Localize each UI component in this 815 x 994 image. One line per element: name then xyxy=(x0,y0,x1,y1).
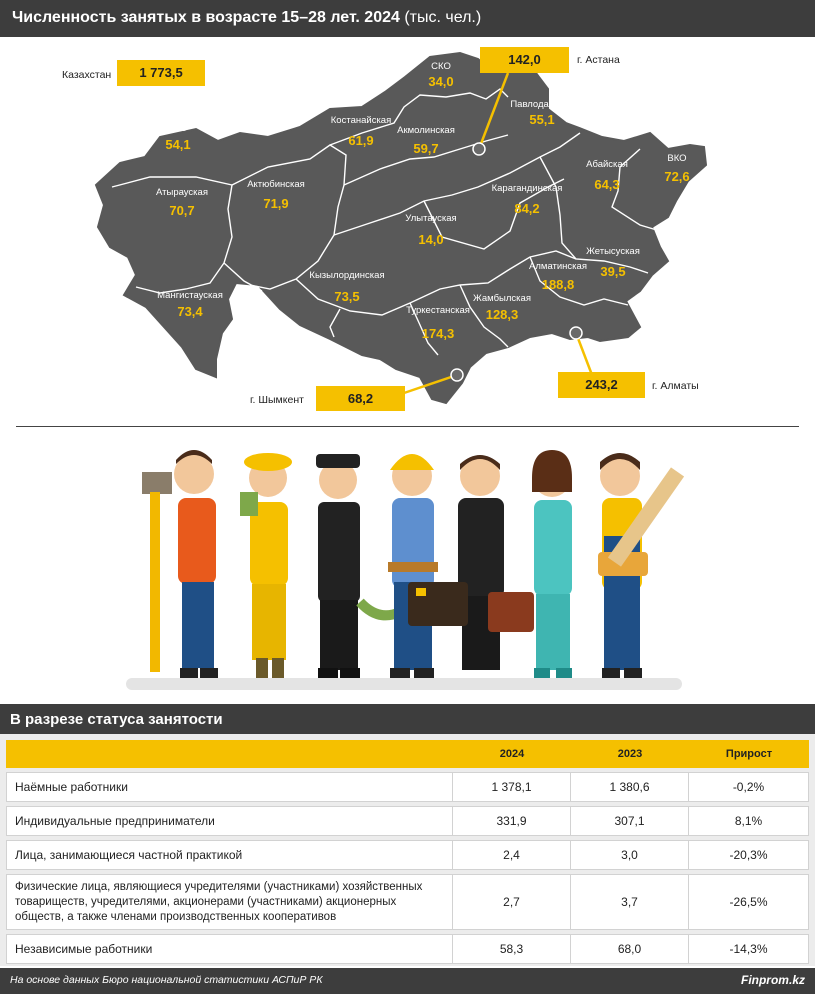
carpenter-figure xyxy=(598,453,684,678)
page-header xyxy=(0,0,815,37)
almaty-dot xyxy=(570,327,582,339)
section-title: В разрезе статуса занятости xyxy=(10,711,223,728)
row-value-2024: 2,4 xyxy=(453,840,571,870)
surveyor-figure xyxy=(142,450,218,678)
row-value-2023: 3,0 xyxy=(571,840,689,870)
almaty-label: г. Алматы xyxy=(652,380,699,392)
row-growth: -26,5% xyxy=(689,874,809,930)
col-header-growth: Прирост xyxy=(689,740,809,768)
astana-label: г. Астана xyxy=(577,54,620,66)
shymkent-value: 68,2 xyxy=(316,386,405,411)
row-value-2023: 1 380,6 xyxy=(571,772,689,802)
workers-illustration xyxy=(120,432,700,694)
region-zhetysu-name: Жетысуская xyxy=(586,246,640,257)
table-row xyxy=(6,840,809,870)
region-ulytau-name: Улытауская xyxy=(405,213,457,224)
region-zko-value: 54,1 xyxy=(165,137,191,152)
row-growth: -0,2% xyxy=(689,772,809,802)
region-vko-name: ВКО xyxy=(667,153,687,164)
col-header-name xyxy=(6,740,453,768)
row-value-2023: 68,0 xyxy=(571,934,689,964)
map-svg xyxy=(0,37,815,422)
astana-dot xyxy=(473,143,485,155)
region-sko-name: СКО xyxy=(431,61,451,72)
region-zko-name: ЗКО xyxy=(168,123,188,134)
region-zhetysu-value: 39,5 xyxy=(600,264,626,279)
row-value-2024: 331,9 xyxy=(453,806,571,836)
kazakhstan-value: 1 773,5 xyxy=(117,60,205,86)
row-name: Наёмные работники xyxy=(6,772,453,802)
region-karaganda-name: Карагандинская xyxy=(491,183,563,194)
brand-name: Finprom.kz xyxy=(740,973,805,987)
table-row xyxy=(6,874,809,930)
region-kostanay-name: Костанайская xyxy=(330,115,392,126)
floor-shadow xyxy=(126,678,682,690)
region-turkestan-value: 174,3 xyxy=(421,326,455,341)
region-aktobe-name: Актюбинская xyxy=(247,179,305,190)
table-row xyxy=(6,934,809,964)
region-zhambyl-name: Жамбылская xyxy=(473,293,531,304)
shymkent-dot xyxy=(451,369,463,381)
region-turkestan-name: Туркестанская xyxy=(406,305,470,316)
row-name: Индивидуальные предприниматели xyxy=(6,806,453,836)
row-value-2024: 1 378,1 xyxy=(453,772,571,802)
table-row xyxy=(6,806,809,836)
kazakhstan-label: Казахстан xyxy=(62,69,112,81)
region-akmola-name: Акмолинская xyxy=(397,125,455,136)
employment-status-table xyxy=(6,736,809,968)
region-mangystau-name: Мангистауская xyxy=(157,290,223,301)
row-name: Независимые работники xyxy=(6,934,453,964)
row-value-2024: 2,7 xyxy=(453,874,571,930)
region-karaganda-value: 84,2 xyxy=(514,201,540,216)
row-value-2024: 58,3 xyxy=(453,934,571,964)
region-almaty-obl-name: Алматинская xyxy=(529,261,587,272)
almaty-value: 243,2 xyxy=(558,372,645,398)
nurse-figure xyxy=(532,450,572,678)
footer xyxy=(0,968,815,994)
farmer-figure xyxy=(240,453,292,678)
region-almaty-obl-value: 188,8 xyxy=(541,277,575,292)
region-kostanay-value: 61,9 xyxy=(348,133,374,148)
page-title: Численность занятых в возрасте 15–28 лет. 2024 xyxy=(12,9,400,26)
region-atyrau-value: 70,7 xyxy=(169,203,195,218)
region-aktobe-value: 71,9 xyxy=(263,196,289,211)
divider-line xyxy=(16,426,799,427)
region-vko-value: 72,6 xyxy=(664,169,690,184)
astana-value: 142,0 xyxy=(480,47,569,73)
col-header-2024: 2024 xyxy=(453,740,571,768)
region-abay-value: 64,3 xyxy=(594,177,620,192)
table-header-row xyxy=(6,740,809,768)
row-value-2023: 3,7 xyxy=(571,874,689,930)
region-pavlodar-value: 55,1 xyxy=(529,112,555,127)
row-name: Физические лица, являющиеся учредителями (участниками) хозяйственных товариществ, учредителями, акционерами (участниками) акционерных обществ, а также членами производственных кооперативов xyxy=(6,874,453,930)
page-unit: (тыс. чел.) xyxy=(404,9,482,26)
region-mangystau-value: 73,4 xyxy=(177,304,203,319)
row-growth: -20,3% xyxy=(689,840,809,870)
table-row xyxy=(6,772,809,802)
source-note: На основе данных Бюро национальной статистики АСПиР РК xyxy=(10,974,323,986)
row-growth: 8,1% xyxy=(689,806,809,836)
row-name: Лица, занимающиеся частной практикой xyxy=(6,840,453,870)
row-value-2023: 307,1 xyxy=(571,806,689,836)
row-growth: -14,3% xyxy=(689,934,809,964)
region-kyzylorda-value: 73,5 xyxy=(334,289,360,304)
region-akmola-value: 59,7 xyxy=(413,141,439,156)
builder-figure xyxy=(388,454,438,678)
region-zhambyl-value: 128,3 xyxy=(485,307,519,322)
region-sko-value: 34,0 xyxy=(428,74,454,89)
region-kyzylorda-name: Кызылординская xyxy=(309,270,385,281)
region-atyrau-name: Атырауская xyxy=(156,187,208,198)
country-shape xyxy=(96,53,706,403)
shymkent-label: г. Шымкент xyxy=(250,394,304,406)
section-header xyxy=(0,704,815,734)
region-pavlodar-name: Павлодарская xyxy=(510,99,574,110)
col-header-2023: 2023 xyxy=(571,740,689,768)
region-abay-name: Абайская xyxy=(586,159,628,170)
kazakhstan-map xyxy=(0,37,815,422)
region-ulytau-value: 14,0 xyxy=(418,232,444,247)
